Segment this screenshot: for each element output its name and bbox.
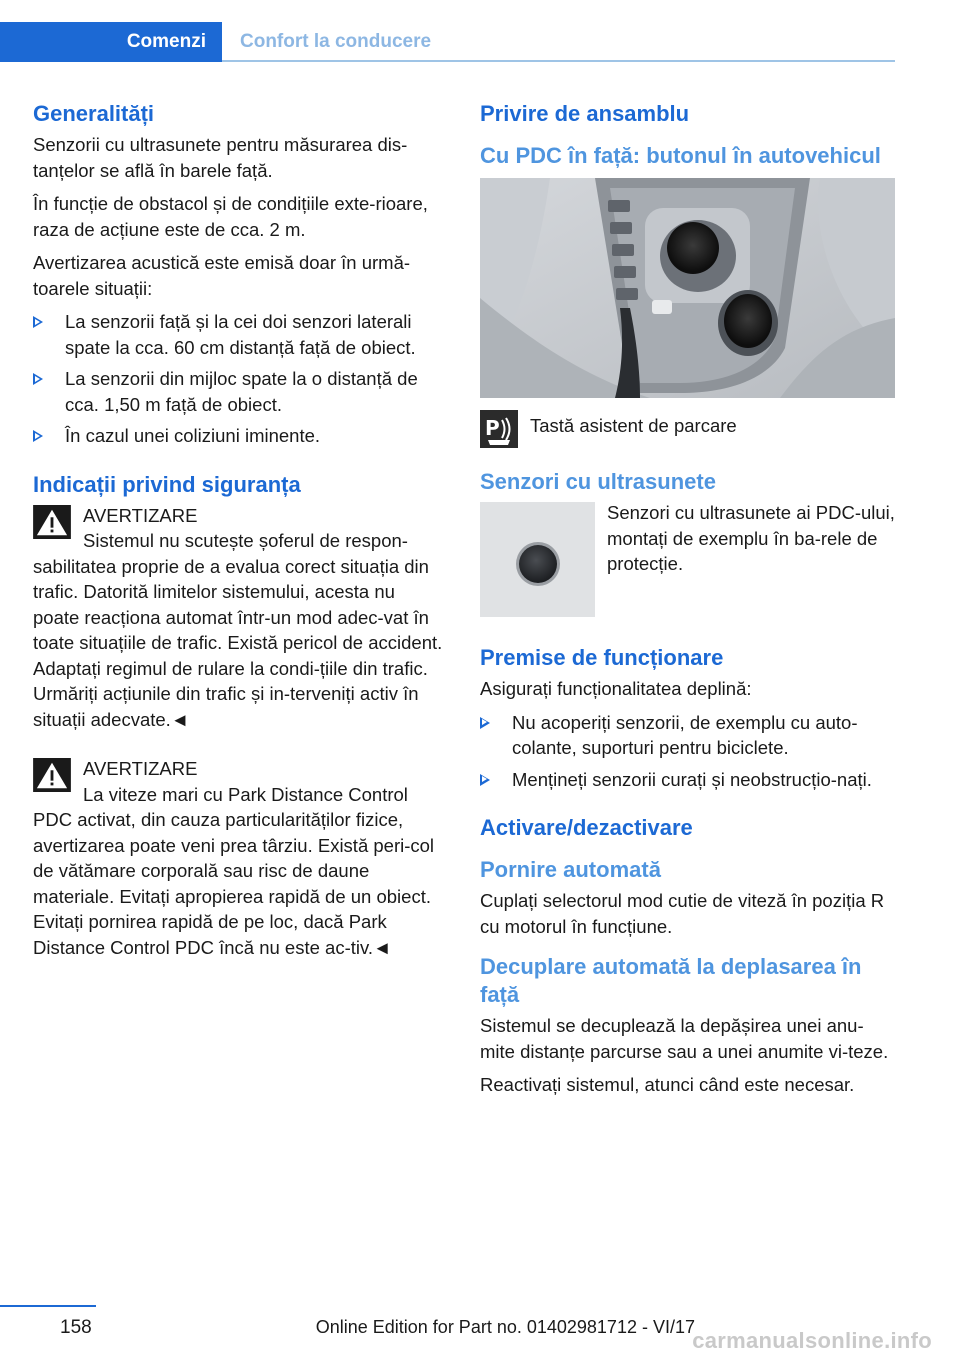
subheading-pornire: Pornire automată: [480, 857, 661, 882]
warning-title: AVERTIZARE: [83, 758, 198, 779]
warning-block: [33, 503, 443, 733]
park-assist-button-icon: [480, 410, 518, 448]
warning-triangle-icon: [33, 505, 71, 539]
paragraph: Cuplați selectorul mod cutie de viteză în poziția R cu motorul în funcțiune.: [480, 890, 885, 937]
paragraph: Sistemul se decuplează la depășirea unei anu‐mite distanțe parcurse sau a unei anumite vi‐teze.: [480, 1015, 889, 1062]
paragraph: Avertizarea acustică este emisă doar în urmă‐toarele situații:: [33, 252, 411, 299]
park-assist-button-label: Tastă asistent de parcare: [530, 415, 737, 436]
triangle-bullet-icon: [480, 774, 490, 786]
subheading-senzori: Senzori cu ultrasunete: [480, 469, 716, 494]
tab-confort-la-conducere[interactable]: Confort la conducere: [240, 31, 432, 52]
list-item: La senzorii din mijloc spate la o distanță de cca. 1,50 m față de obiect.: [33, 366, 443, 417]
list-item: În cazul unei coliziuni iminente.: [33, 423, 443, 449]
sensor-block: [480, 500, 896, 628]
subheading-pdc-fata: Cu PDC în față: butonul în autovehicul: [480, 143, 881, 168]
edition-info: Online Edition for Part no. 01402981712 - VI/17: [315, 1317, 695, 1337]
list-item: La senzorii față și la cei doi senzori laterali spate la cca. 60 cm distanță față de obiect.: [33, 309, 443, 360]
footer-divider: [0, 1305, 96, 1307]
heading-siguranta: Indicații privind siguranța: [33, 471, 301, 497]
park-assist-button-row: [480, 410, 896, 450]
heading-premise: Premise de funcționare: [480, 645, 724, 670]
triangle-bullet-icon: [33, 316, 43, 328]
paragraph: În funcție de obstacol și de condițiile exte‐rioare, raza de acțiune este de cca. 2 m.: [33, 193, 428, 240]
paragraph: Senzorii cu ultrasunete pentru măsurarea dis‐tanțelor se află în barele față.: [33, 134, 408, 181]
bullet-list: [33, 309, 443, 449]
ultrasonic-sensor-photo: [480, 502, 595, 617]
heading-generalitati: Generalități: [33, 101, 155, 126]
triangle-bullet-icon: [33, 373, 43, 385]
triangle-bullet-icon: [33, 430, 43, 442]
list-item: Mențineți senzorii curați și neobstrucțio‐nați.: [480, 767, 896, 793]
right-column: [480, 100, 896, 1106]
warning-title: AVERTIZARE: [83, 504, 198, 526]
paragraph: Reactivați sistemul, atunci când este necesar.: [480, 1074, 855, 1095]
svg-text:P: P: [485, 416, 500, 440]
header-tabbar: [0, 22, 895, 62]
subheading-decuplare: Decuplare automată la deplasarea în față: [480, 954, 862, 1007]
warning-text: La viteze mari cu Park Distance Control PDC activat, din cauza particularităților fizice, avertizarea poate veni prea târziu. Există peri‐col de vătămare corporală sau risc de daune materiale. Evitați apropierea rapidă de un obiect. Evitați pornirea rapidă de pe loc, dacă Park Distance Control PDC încă nu este ac‐tiv.◄: [33, 783, 435, 958]
warning-triangle-icon: [33, 758, 71, 792]
center-console-photo: [480, 178, 895, 398]
watermark: carmanualsonline.info: [692, 1328, 932, 1353]
list-item: Nu acoperiți senzorii, de exemplu cu auto‐colante, suporturi pentru biciclete.: [480, 710, 896, 761]
tab-comenzi[interactable]: Comenzi: [0, 22, 222, 62]
warning-text: Sistemul nu scutește șoferul de respon‐sabilitatea proprie de a evalua corect situația din trafic. Datorită limitelor sistemului, acesta nu poate reacționa automat într-un mod adec‐vat în toate situațiile de trafic. Există pericol de accident. Adaptați regimul de rulare la condi‐țiile din trafic. Urmăriți acțiunile din trafic și in‐terveniți activ în situații adecvate.◄: [33, 530, 443, 730]
heading-activare: Activare/dezactivare: [480, 815, 693, 840]
warning-block: [33, 756, 443, 960]
sensor-description: Senzori cu ultrasunete ai PDC-ului, montați de exemplu în ba‐rele de protecție.: [607, 502, 895, 574]
heading-privire-ansamblu: Privire de ansamblu: [480, 101, 690, 126]
bullet-list: [480, 710, 896, 793]
triangle-bullet-icon: [480, 717, 490, 729]
paragraph: Asigurați funcționalitatea deplină:: [480, 678, 752, 699]
page-number: 158: [60, 1317, 92, 1338]
left-column: [33, 100, 443, 970]
